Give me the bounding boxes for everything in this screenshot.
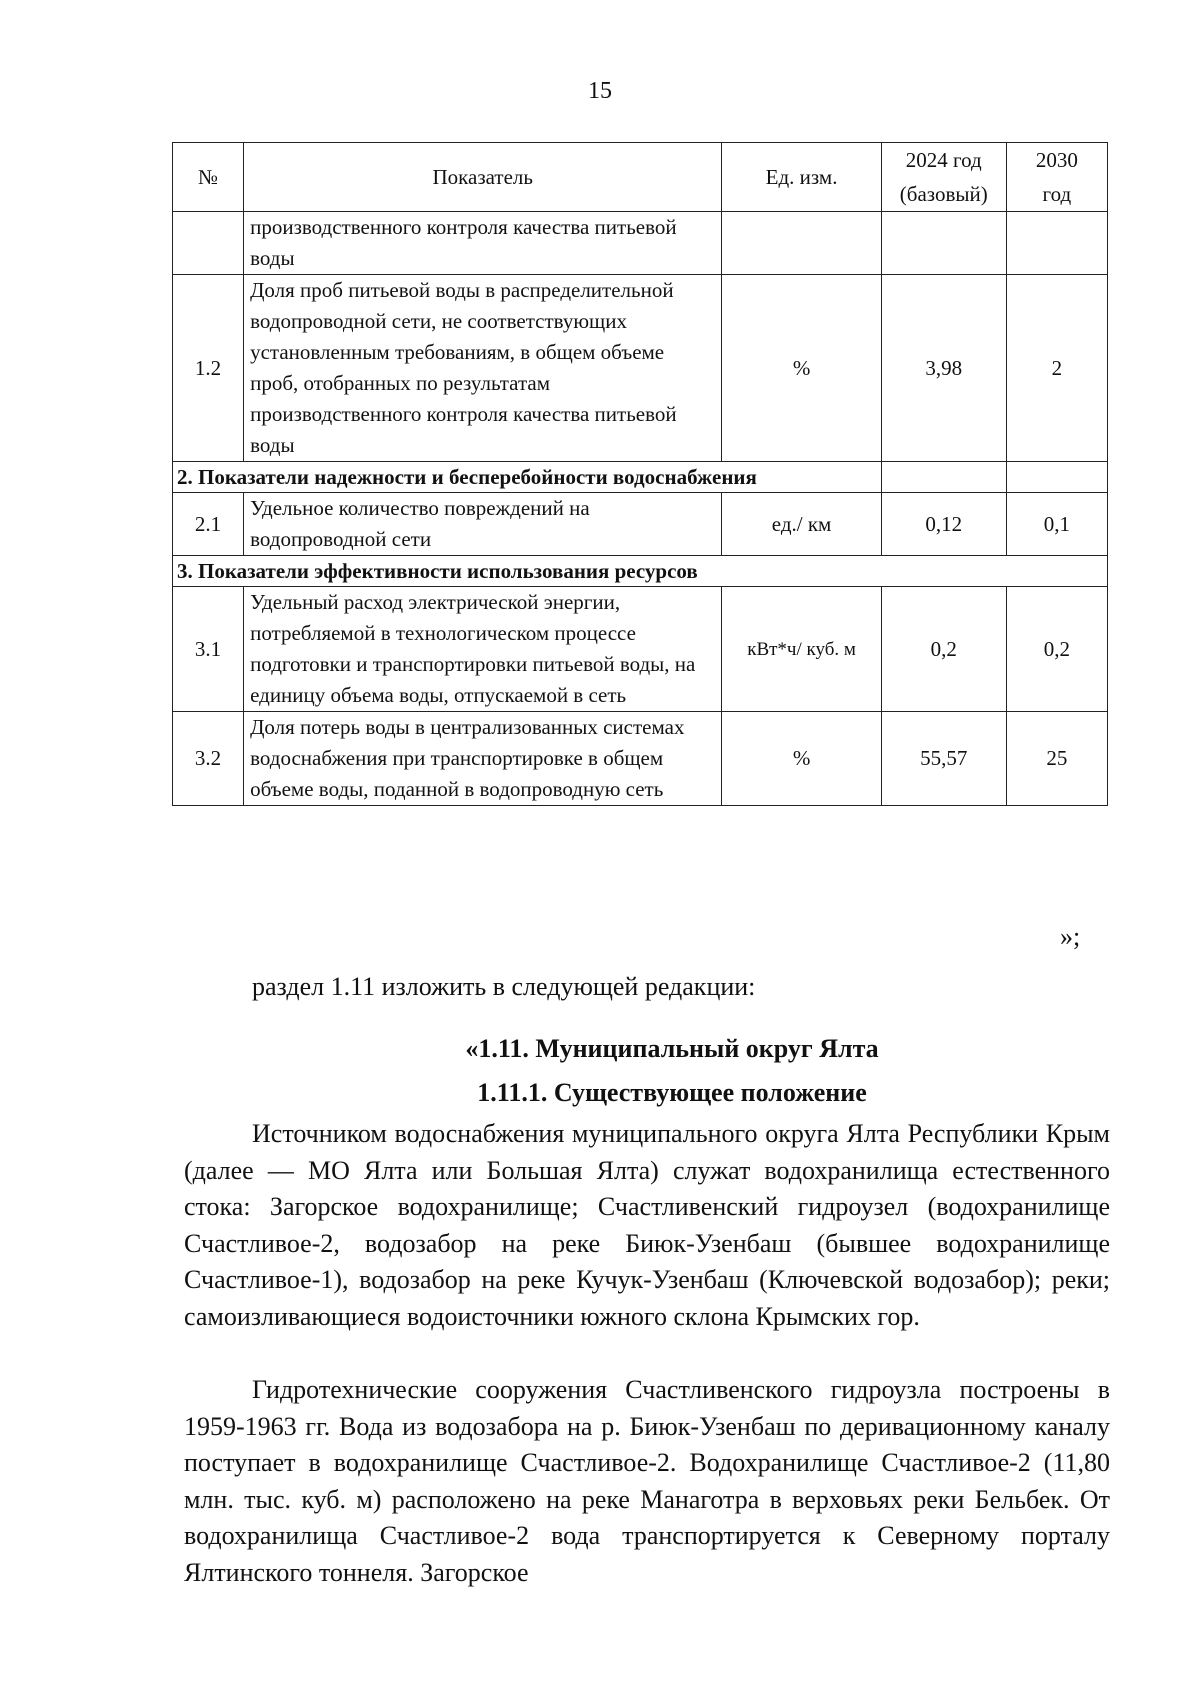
section-empty-cell [1006,462,1107,493]
header-2024-line2: (базовый) [899,182,988,206]
closing-quote: »; [1060,922,1081,951]
cell-2030: 2 [1006,275,1107,462]
section-title: 3. Показатели эффективности использования ресурсов [173,556,1108,587]
header-2030-line1: 2030 [1035,148,1078,172]
cell-2024: 0,12 [881,493,1006,556]
cell-2030 [1006,212,1107,275]
section-empty-cell [881,462,1006,493]
header-unit: Ед. изм. [722,143,881,212]
cell-2030: 0,1 [1006,493,1107,556]
cell-unit: ед./ км [722,493,881,556]
subsection-heading: 1.11.1. Существующее положение [477,1078,867,1107]
body-paragraph-1: Источником водоснабжения муниципального округа Ялта Республики Крым (далее — МО Ялта или Большая Ялта) служат водохранилища естественного стока: Загорское водохранилище; Счастливенский гидроузел (водохранилище Счастливое-2, водозабор на реке Биюк-Узенбаш (бывшее водохранилище Счастливое-1), водозабор на реке Кучук-Узенбаш (Ключевской водозабор); реки; самоизливающиеся водоисточники южного склона Крымских гор. [184,1119,1110,1331]
page-number: 15 [588,78,612,104]
cell-unit: % [722,712,881,806]
cell-number [173,212,244,275]
cell-2024: 0,2 [881,587,1006,712]
table-row [173,275,1108,462]
cell-indicator: Удельное количество повреждений на водопроводной сети [244,493,722,556]
cell-number: 3.2 [173,712,244,806]
cell-number: 2.1 [173,493,244,556]
section-row [173,556,1108,587]
cell-unit: % [722,275,881,462]
cell-indicator: производственного контроля качества питьевой воды [244,212,722,275]
cell-indicator: Доля потерь воды в централизованных системах водоснабжения при транспортировке в общем объеме воды, поданной в водопроводную сеть [244,712,722,806]
cell-2024: 55,57 [881,712,1006,806]
section-row [173,462,1108,493]
table-row [173,212,1108,275]
section-heading: «1.11. Муниципальный округ Ялта [465,1034,879,1063]
header-indicator: Показатель [244,143,722,212]
header-2030-line2: год [1042,182,1072,206]
section-title: 2. Показатели надежности и бесперебойности водоснабжения [173,462,882,493]
cell-number: 3.1 [173,587,244,712]
intro-text: раздел 1.11 изложить в следующей редакции: [252,972,756,1001]
cell-indicator: Доля проб питьевой воды в распределительной водопроводной сети, не соответствующих установленным требованиям, в общем объеме проб, отобранных по результатам производственного контроля качества питьевой воды [244,275,722,462]
cell-unit [722,212,881,275]
body-paragraph-2: Гидротехнические сооружения Счастливенского гидроузла построены в 1959-1963 гг. Вода из водозабора на р. Биюк-Узенбаш по деривационному каналу поступает в водохранилище Счастливое-2. Водохранилище Счастливое-2 (11,80 млн. тыс. куб. м) расположено на реке Манаготра в верховьях реки Бельбек. От водохранилища Счастливое-2 вода транспортируется к Северному порталу Ялтинского тоннеля. Загорское [184,1375,1110,1587]
table-header-row [173,143,1108,212]
indicators-table [172,142,1108,806]
cell-number: 1.2 [173,275,244,462]
cell-2024 [881,212,1006,275]
header-2030 [1006,143,1107,212]
cell-indicator: Удельный расход электрической энергии, потребляемой в технологическом процессе подготовки и транспортировки питьевой воды, на единицу объема воды, отпускаемой в сеть [244,587,722,712]
table-row [173,712,1108,806]
table-row [173,493,1108,556]
cell-2024: 3,98 [881,275,1006,462]
cell-2030: 25 [1006,712,1107,806]
header-number: № [173,143,244,212]
cell-unit: кВт*ч/ куб. м [722,587,881,712]
header-2024-line1: 2024 год [905,148,982,172]
table-row [173,587,1108,712]
cell-2030: 0,2 [1006,587,1107,712]
header-2024 [881,143,1006,212]
